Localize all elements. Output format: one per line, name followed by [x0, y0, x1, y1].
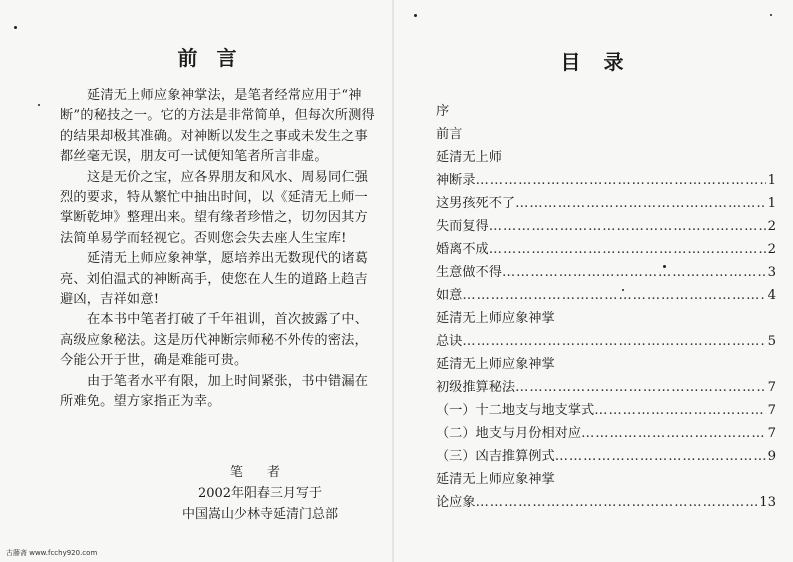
preface-paragraph: 这是无价之宝，应各界朋友和风水、周易同仁强烈的要求，特从繁忙中抽出时间，以《延清无上师一掌断乾坤》整理出来。望有缘者珍惜之，切勿因其方法简单易学而轻视它。否则您会失去座人生宝库! [60, 169, 369, 246]
toc-entry [436, 376, 776, 399]
preface-paragraph: 在本书中笔者打破了千年祖训，首次披露了中、高级应象秘法。这是历代神断宗师秘不外传的密法，今能公开于世，确是难能可贵。 [60, 312, 369, 369]
toc-leader-dots [489, 238, 766, 261]
signature-author: 笔 者 [229, 465, 291, 480]
preface-paragraph: 延清无上师应象神掌法，是笔者经常应用于“神断”的秘技之一。它的方法是非常简单，但每次所测得的结果却极其准确。对神断以发生之事或未发生之事都丝毫无误，朋友可一试便知笔者所言非虚。 [60, 88, 375, 165]
toc-leader-dots [515, 376, 765, 399]
toc-leader-dots [489, 215, 766, 238]
table-of-contents [436, 100, 776, 514]
toc-entry-title: 婚离不成 [436, 242, 489, 257]
scan-speck [770, 14, 772, 16]
preface-paragraph: 延清无上师应象神掌，愿培养出无数现代的诸葛亮、刘伯温式的神断高手，使您在人生的道路上趋吉避凶，吉祥如意! [60, 251, 369, 308]
toc-entry [436, 100, 776, 123]
toc-entry [436, 445, 776, 468]
toc-entry-page: 7 [767, 403, 776, 418]
toc-entry-page: 5 [767, 334, 776, 349]
toc-leader-dots [476, 491, 758, 514]
toc-leader-dots [594, 399, 765, 422]
toc-entry [436, 192, 776, 215]
toc-entry [436, 123, 776, 146]
toc-entry-page: 4 [767, 288, 776, 303]
signature-place: 中国嵩山少林寺延清门总部 [181, 507, 338, 522]
right-page [396, 0, 793, 562]
toc-entry-title: 初级推算秘法 [436, 380, 516, 395]
toc-entry-title: 延清无上师 [436, 150, 502, 165]
toc-entry [436, 307, 776, 330]
watermark-text: 古藤斋 www.fcchy920.com [6, 549, 98, 557]
toc-entry-title: 神断录 [436, 173, 476, 188]
toc-entry [436, 353, 776, 376]
signature-date: 2002年阳春三月写于 [197, 486, 323, 501]
scan-speck [622, 289, 624, 291]
toc-leader-dots [476, 169, 766, 192]
toc-entry-title: （一）十二地支与地支掌式 [436, 403, 595, 418]
toc-entry-page: 9 [767, 449, 776, 464]
toc-entry [436, 284, 776, 307]
toc-entry-title: 如意 [436, 288, 463, 303]
preface-body [60, 86, 378, 413]
toc-entry-title: 这男孩死不了 [436, 196, 516, 211]
signature-block [150, 462, 370, 525]
toc-entry-title: 序 [436, 104, 450, 119]
toc-entry-page: 13 [759, 495, 776, 510]
scan-speck [663, 265, 666, 268]
toc-entry-title: 延清无上师应象神掌 [436, 311, 555, 326]
toc-entry [436, 215, 776, 238]
toc-leader-dots [515, 192, 765, 215]
toc-entry [436, 146, 776, 169]
toc-entry-title: 生意做不得 [436, 265, 502, 280]
preface-title: 前 言 [177, 46, 243, 70]
toc-entry-page: 1 [767, 196, 776, 211]
toc-entry [436, 468, 776, 491]
toc-entry-title: （二）地支与月份相对应 [436, 426, 582, 441]
scan-speck [414, 14, 417, 17]
toc-entry-page: 3 [767, 265, 776, 280]
toc-title: 目 录 [560, 50, 632, 74]
page-spine [392, 0, 394, 562]
toc-entry-title: 总诀 [436, 334, 463, 349]
scan-speck [38, 104, 40, 106]
toc-entry-title: 失而复得 [436, 219, 489, 234]
toc-entry-title: 延清无上师应象神掌 [436, 472, 555, 487]
scan-speck [14, 26, 17, 29]
toc-entry-title: （三）凶吉推算例式 [436, 449, 555, 464]
toc-entry-page: 2 [767, 219, 776, 234]
toc-entry [436, 422, 776, 445]
toc-entry-title: 论应象 [436, 495, 476, 510]
toc-entry-page: 1 [767, 173, 776, 188]
toc-entry [436, 330, 776, 353]
toc-entry [436, 238, 776, 261]
left-page [0, 0, 396, 562]
toc-entry-page: 2 [767, 242, 776, 257]
toc-entry [436, 261, 776, 284]
toc-leader-dots [581, 422, 766, 445]
preface-paragraph: 由于笔者水平有限，加上时间紧张，书中错漏在所难免。望方家指正为幸。 [60, 373, 369, 410]
toc-entry [436, 491, 776, 514]
toc-leader-dots [462, 284, 765, 307]
toc-entry [436, 169, 776, 192]
toc-entry [436, 399, 776, 422]
toc-leader-dots [555, 445, 766, 468]
toc-entry-title: 前言 [436, 127, 463, 142]
toc-entry-page: 7 [767, 380, 776, 395]
toc-leader-dots [502, 261, 766, 284]
toc-entry-page: 7 [767, 426, 776, 441]
toc-entry-title: 延清无上师应象神掌 [436, 357, 555, 372]
toc-leader-dots [462, 330, 765, 353]
